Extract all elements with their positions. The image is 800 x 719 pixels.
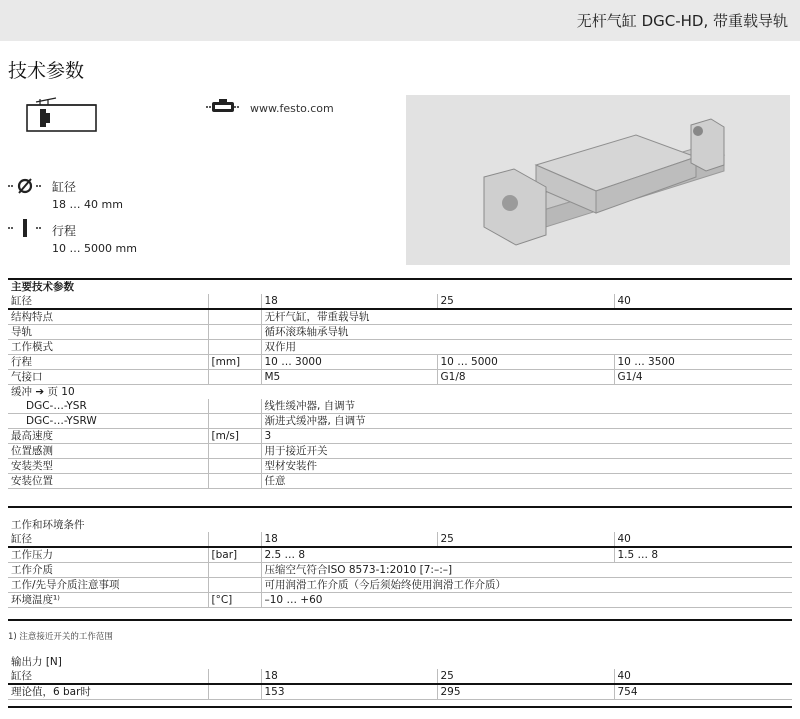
row-unit [208,325,261,340]
diameter-icon [8,178,42,194]
row-label: 最高速度 [8,429,208,444]
cushioning-link-label[interactable]: 缓冲 ➔ 页 10 [11,386,75,398]
env-table-header-row [8,532,792,547]
header-18: 18 [261,669,437,684]
row-value: –10 … +60 [261,593,792,608]
header-unit [208,532,261,547]
footnote: 1) 注意接近开关的工作范围 [8,632,113,642]
web-link[interactable]: www.festo.com [250,102,334,115]
header-bore: 缸径 [8,294,208,309]
stroke-icon [8,218,42,238]
row-value: 3 [261,429,792,444]
header-40: 40 [614,532,792,547]
header-unit [208,669,261,684]
row-unit [208,563,261,578]
row-value: 线性缓冲器, 自调节 [261,399,792,414]
table-row [8,399,792,414]
row-value: 渐进式缓冲器, 自调节 [261,414,792,429]
force-table-header-row [8,669,792,684]
row-label: DGC-…-YSR [8,399,208,414]
row-label: DGC-…-YSRW [8,414,208,429]
row-unit: [m/s] [208,429,261,444]
row-value-40: 10 … 3500 [614,355,792,370]
main-spec-table [8,281,792,489]
spec-bore-label: 缸径 [52,180,77,194]
row-value-18: 153 [261,684,437,700]
header-bore: 缸径 [8,669,208,684]
row-value: 型材安装件 [261,459,792,474]
row-label: 位置感测 [8,444,208,459]
spec-bore-value: 18 … 40 mm [52,198,123,211]
row-value-18: 10 … 3000 [261,355,437,370]
row-label: 结构特点 [8,309,208,325]
row-value: 压缩空气符合ISO 8573-1:2010 [7:–:–] [261,563,792,578]
table-row [8,444,792,459]
row-unit [208,370,261,385]
row-value-25: 10 … 5000 [437,355,614,370]
row-unit [208,340,261,355]
header-18: 18 [261,294,437,309]
table-row [8,563,792,578]
row-unit [208,578,261,593]
cylinder-schematic-icon [26,96,98,142]
table-row [8,325,792,340]
row-value-40: 754 [614,684,792,700]
product-photo [406,95,790,265]
table-row [8,684,792,700]
row-value: 双作用 [261,340,792,355]
row-unit [208,399,261,414]
row-label: 导轨 [8,325,208,340]
row-unit [208,309,261,325]
table-row [8,429,792,444]
row-value-40: 1.5 … 8 [614,547,792,563]
force-table [8,656,792,700]
force-table-bottom-rule [8,706,792,708]
row-label: 工作压力 [8,547,208,563]
header-25: 25 [437,532,614,547]
row-label: 工作/先导介质注意事项 [8,578,208,593]
spec-stroke-value: 10 … 5000 mm [52,242,137,255]
row-unit: [bar] [208,547,261,563]
table-row [8,309,792,325]
row-label: 气接口 [8,370,208,385]
header-18: 18 [261,532,437,547]
table-row [8,355,792,370]
row-label: 安装类型 [8,459,208,474]
header-25: 25 [437,669,614,684]
section-title: 技术参数 [8,60,85,82]
main-table-bottom-rule [8,506,792,508]
row-unit [208,474,261,489]
row-unit [208,444,261,459]
row-unit [208,684,261,700]
header-40: 40 [614,294,792,309]
table-row [8,385,792,400]
row-value-40: G1/4 [614,370,792,385]
header-unit [208,294,261,309]
row-label: 行程 [8,355,208,370]
row-label: 工作介质 [8,563,208,578]
row-value: 无杆气缸，带重载导轨 [261,309,792,325]
main-table-top-rule [8,278,792,280]
row-value-18: M5 [261,370,437,385]
page-header-title: 无杆气缸 DGC-HD, 带重载导轨 [576,12,788,30]
product-web-icon [206,99,240,115]
spec-stroke-label: 行程 [52,224,77,238]
env-table-bottom-rule [8,619,792,621]
row-label: 安装位置 [8,474,208,489]
row-unit: [mm] [208,355,261,370]
row-value-25: 295 [437,684,614,700]
row-unit [208,459,261,474]
main-table-title: 主要技术参数 [11,281,74,293]
table-row [8,414,792,429]
table-row [8,474,792,489]
table-row [8,578,792,593]
row-value: 用于接近开关 [261,444,792,459]
main-table-header-row [8,294,792,309]
table-row [8,340,792,355]
table-row [8,547,792,563]
env-table-title: 工作和环境条件 [11,519,85,531]
table-row [8,459,792,474]
row-label: 工作模式 [8,340,208,355]
row-unit [208,414,261,429]
row-label: 理论值，6 bar时 [8,684,208,700]
table-row [8,593,792,608]
row-value: 可用润滑工作介质（今后须始终使用润滑工作介质） [261,578,792,593]
row-value: 循环滚珠轴承导轨 [261,325,792,340]
header-bore: 缸径 [8,532,208,547]
row-label: 环境温度¹⁾ [8,593,208,608]
row-value-18-25: 2.5 … 8 [261,547,614,563]
row-value-25: G1/8 [437,370,614,385]
environment-table [8,519,792,608]
table-row [8,370,792,385]
row-unit: [°C] [208,593,261,608]
row-value: 任意 [261,474,792,489]
header-25: 25 [437,294,614,309]
force-table-title: 输出力 [N] [11,656,62,668]
header-40: 40 [614,669,792,684]
